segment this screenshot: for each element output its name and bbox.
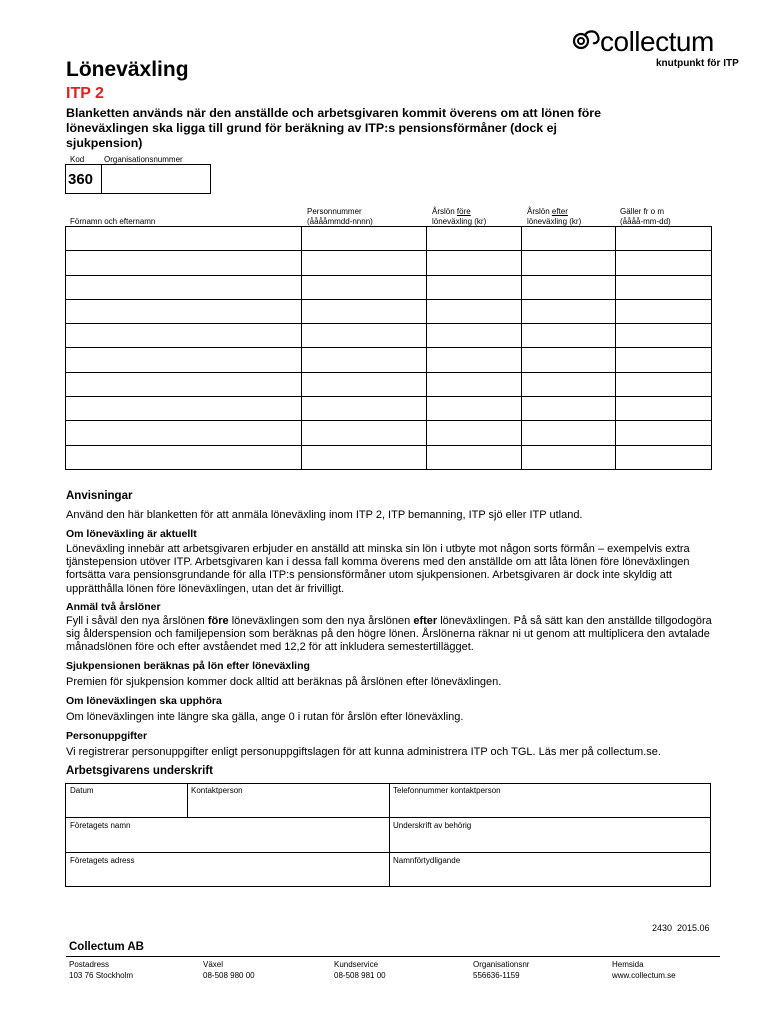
collectum-logo: [572, 24, 742, 72]
section-text-personal-data: Vi registrerar personuppgifter enligt personuppgiftslagen för att kunna administrera ITP och TGL. Läs mer på collectum.se.: [66, 746, 661, 758]
kontaktperson-field[interactable]: [188, 784, 389, 817]
footer-value: 08-508 980 00: [203, 971, 255, 980]
footer-label: Postadress: [69, 960, 110, 969]
section-title-sick-pension: Sjukpensionen beräknas på lön efter löneväxling: [66, 660, 310, 672]
underskrift-field[interactable]: [390, 818, 710, 852]
cell-salary-after[interactable]: [522, 372, 616, 396]
cell-salary-before[interactable]: [427, 348, 522, 372]
footer-col-vaxel: [203, 959, 255, 981]
intro-text: Blanketten används när den anställde och arbetsgivaren kommit överens om att lönen före löneväxlingen ska ligga till grund för beräkning av ITP:s pensionsförmåner (dock ej sjukpension): [66, 106, 602, 150]
namnfortydligande-field[interactable]: [390, 853, 710, 886]
cell-name[interactable]: [66, 227, 302, 251]
footer-label: Växel: [203, 960, 224, 969]
cell-salary-before[interactable]: [427, 421, 522, 445]
cell-salary-after[interactable]: [522, 251, 616, 275]
table-row: [66, 299, 712, 323]
cell-name[interactable]: [66, 372, 302, 396]
section-text-sick-pension: Premien för sjukpension kommer dock alltid att beräknas på årslönen efter löneväxlingen.: [66, 676, 502, 688]
col-header-pnr-line1: Personnummer: [307, 207, 362, 216]
table-row: [66, 275, 712, 299]
col-header-salary-before: [432, 207, 486, 227]
kod-value: 360: [68, 171, 94, 188]
section-title-loneväxling: Om löneväxling är aktuellt: [66, 528, 197, 540]
telefon-field[interactable]: [390, 784, 710, 817]
cell-salary-after[interactable]: [522, 397, 616, 421]
logo-tagline: knutpunkt för ITP: [656, 58, 739, 69]
instructions-heading: Anvisningar: [66, 490, 133, 502]
cell-salary-after[interactable]: [522, 445, 616, 469]
cell-valid-from[interactable]: [616, 299, 712, 323]
cell-pnr[interactable]: [302, 445, 427, 469]
footer-label: Hemsida: [612, 960, 644, 969]
cell-name[interactable]: [66, 251, 302, 275]
cell-salary-before[interactable]: [427, 445, 522, 469]
footer-label: Kundservice: [334, 960, 379, 969]
cell-pnr[interactable]: [302, 348, 427, 372]
section-text-loneväxling: Löneväxling innebär att arbetsgivaren erbjuder en anställd att minska sin lön i utbyte mot någon sorts förmån – exempelvis extra tjänstepension utöver ITP. Arbetsgivaren kan i dessa fall komma överens med den anställde om att låta lönen före löneväxlingen fortsätta vara pensionsgrundande för alla ITP:s pensionsförmåner utom sjukpensionen. Arbetsgivaren är dock inte skyldig att upprätthålla lönen före löneväxlingen, utan det är frivilligt.: [66, 543, 690, 595]
cell-valid-from[interactable]: [616, 324, 712, 348]
s2-part-c: löneväxlingen som den nya årslönen: [228, 615, 414, 627]
cell-salary-before[interactable]: [427, 227, 522, 251]
table-row: [66, 227, 712, 251]
col-header-after-pre: Årslön: [527, 207, 552, 216]
table-row: [66, 421, 712, 445]
cell-salary-after[interactable]: [522, 275, 616, 299]
cell-name[interactable]: [66, 275, 302, 299]
cell-valid-from[interactable]: [616, 227, 712, 251]
cell-salary-after[interactable]: [522, 299, 616, 323]
col-header-pnr: [307, 207, 373, 227]
foretagets-adress-label: Företagets adress: [70, 856, 135, 865]
employee-table: [65, 226, 712, 470]
s2-part-b: före: [207, 615, 229, 627]
col-header-after-line2: löneväxling (kr): [527, 217, 582, 226]
datum-label: Datum: [70, 786, 94, 795]
foretagets-adress-field[interactable]: [66, 853, 389, 886]
cell-valid-from[interactable]: [616, 421, 712, 445]
cell-pnr[interactable]: [302, 372, 427, 396]
section-text-two-salaries: [66, 615, 714, 655]
cell-valid-from[interactable]: [616, 445, 712, 469]
cell-valid-from[interactable]: [616, 251, 712, 275]
footer-col-hemsida: [612, 959, 676, 981]
col-header-before-em: före: [456, 207, 471, 216]
cell-valid-from[interactable]: [616, 372, 712, 396]
table-row: [66, 372, 712, 396]
col-header-after-em: efter: [551, 207, 568, 216]
col-header-valid-line2: (åååå-mm-dd): [620, 217, 671, 226]
footer-label: Organisationsnr: [473, 960, 530, 969]
form-subtitle: ITP 2: [66, 85, 104, 102]
col-header-name: Förnamn och efternamn: [70, 217, 156, 226]
cell-name[interactable]: [66, 324, 302, 348]
table-row: [66, 324, 712, 348]
page-title: Löneväxling: [66, 58, 189, 81]
cell-pnr[interactable]: [302, 275, 427, 299]
foretagets-namn-field[interactable]: [66, 818, 389, 852]
table-row: [66, 348, 712, 372]
underskrift-label: Underskrift av behörig: [393, 821, 472, 830]
table-row: [66, 251, 712, 275]
datum-field[interactable]: [66, 784, 187, 817]
signature-heading: Arbetsgivarens underskrift: [66, 765, 213, 777]
collectum-logo-icon: [572, 28, 602, 54]
cell-pnr[interactable]: [302, 227, 427, 251]
namnfortydligande-label: Namnförtydligande: [393, 856, 461, 865]
telefon-label: Telefonnummer kontaktperson: [393, 786, 501, 795]
cell-salary-before[interactable]: [427, 372, 522, 396]
footer-value: 556636-1159: [473, 971, 520, 980]
footer-value: 08-508 981 00: [334, 971, 386, 980]
signature-box: [65, 783, 711, 887]
cell-name[interactable]: [66, 397, 302, 421]
cell-valid-from[interactable]: [616, 348, 712, 372]
cell-salary-after[interactable]: [522, 227, 616, 251]
instructions-lead: Använd den här blanketten för att anmäla löneväxling inom ITP 2, ITP bemanning, ITP sjö eller ITP utland.: [66, 509, 583, 521]
org-number-label: Organisationsnummer: [104, 155, 183, 164]
cell-pnr[interactable]: [302, 251, 427, 275]
section-text-terminate: Om löneväxlingen inte längre ska gälla, ange 0 i rutan för årslön efter löneväxling.: [66, 711, 464, 723]
section-title-terminate: Om löneväxlingen ska upphöra: [66, 695, 222, 707]
footer-company: Collectum AB: [69, 941, 144, 953]
cell-pnr[interactable]: [302, 324, 427, 348]
cell-name[interactable]: [66, 348, 302, 372]
s2-part-d: efter: [413, 615, 438, 627]
cell-salary-after[interactable]: [522, 324, 616, 348]
logo-wordmark: collectum: [600, 26, 714, 57]
section-title-personal-data: Personuppgifter: [66, 730, 148, 742]
kod-label: Kod: [70, 155, 85, 164]
cell-name[interactable]: [66, 299, 302, 323]
cell-pnr[interactable]: [302, 397, 427, 421]
employee-table-body: [66, 227, 712, 470]
footer-value: 103 76 Stockholm: [69, 971, 134, 980]
table-row: [66, 397, 712, 421]
cell-pnr[interactable]: [302, 299, 427, 323]
s2-part-e: löneväxlingen. På så sätt kan den anställde tillgodogöra sig ålderspension och familjepension som beräknas på den högre lönen. Årslönerna räknar ni ut genom att multiplicera den avtalade månadslönen före och efter avståendet med 12,2 för att inkludera semestertillägget.: [66, 615, 712, 654]
org-number-field[interactable]: [103, 165, 210, 193]
table-row: [66, 445, 712, 469]
col-header-valid-line1: Gäller fr o m: [620, 207, 665, 216]
cell-valid-from[interactable]: [616, 275, 712, 299]
code-box: [65, 164, 211, 194]
cell-salary-before[interactable]: [427, 299, 522, 323]
cell-salary-before[interactable]: [427, 251, 522, 275]
cell-salary-before[interactable]: [427, 397, 522, 421]
kontaktperson-label: Kontaktperson: [191, 786, 243, 795]
form-id: 2430 2015.06: [652, 923, 710, 933]
cell-name[interactable]: [66, 445, 302, 469]
col-header-valid-from: [620, 207, 671, 227]
footer-col-postadress: [69, 959, 133, 981]
code-divider: [101, 165, 102, 193]
footer-value[interactable]: www.collectum.se: [612, 971, 676, 980]
foretagets-namn-label: Företagets namn: [70, 821, 131, 830]
footer-col-kundservice: [334, 959, 386, 981]
col-header-before-pre: Årslön: [432, 207, 457, 216]
cell-salary-before[interactable]: [427, 324, 522, 348]
s2-part-a: Fyll i såväl den nya årslönen: [66, 615, 208, 627]
cell-name[interactable]: [66, 421, 302, 445]
footer-col-orgnr: [473, 959, 529, 981]
col-header-salary-after: [527, 207, 581, 227]
cell-salary-after[interactable]: [522, 348, 616, 372]
cell-salary-after[interactable]: [522, 421, 616, 445]
section-title-two-salaries: Anmäl två årslöner: [66, 601, 161, 613]
col-header-pnr-line2: (ååååmmdd-nnnn): [307, 217, 373, 226]
col-header-before-line2: löneväxling (kr): [432, 217, 487, 226]
cell-salary-before[interactable]: [427, 275, 522, 299]
cell-pnr[interactable]: [302, 421, 427, 445]
footer-rule: [66, 956, 720, 957]
cell-valid-from[interactable]: [616, 397, 712, 421]
